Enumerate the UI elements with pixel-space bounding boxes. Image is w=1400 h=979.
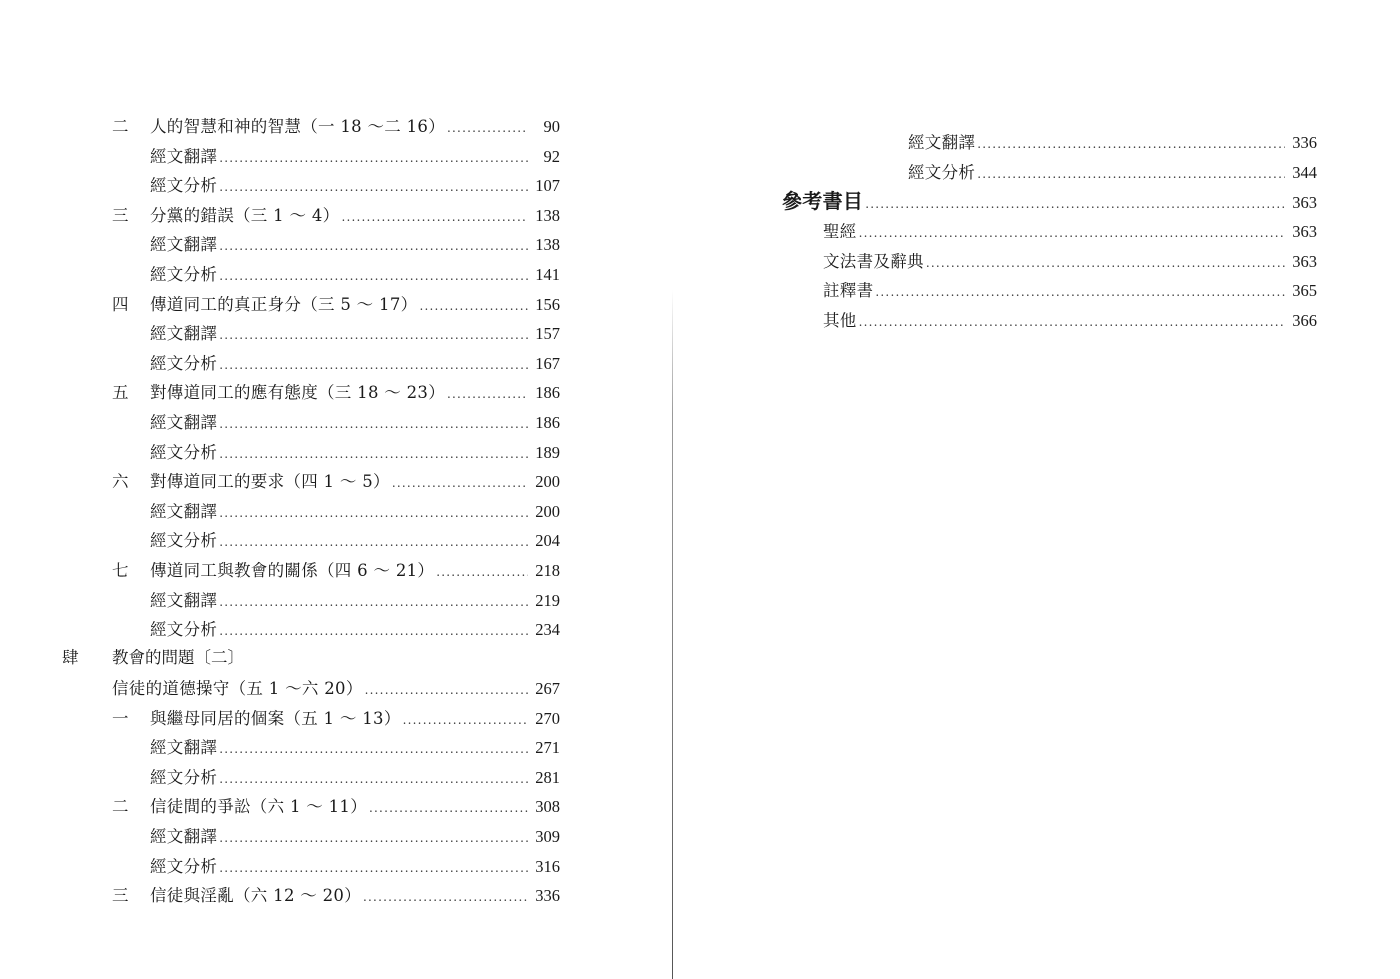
entry-page-number: 157 <box>535 324 560 344</box>
leader-dots <box>859 220 1285 246</box>
entry-number: 四 <box>112 294 129 314</box>
entry-title: 聖經 <box>823 222 857 241</box>
entry-title: 對傳道同工的應有態度（三 18 ～ 23） <box>150 383 446 403</box>
entry-title: 經文翻譯 <box>908 133 976 152</box>
entry-title: 傳道同工與教會的關係（四 6 ～ 21） <box>150 561 435 580</box>
leader-dots <box>219 322 528 348</box>
entry-page-number: 365 <box>1292 281 1317 301</box>
entry-page-number: 138 <box>535 235 560 255</box>
entry-page-number: 281 <box>535 767 560 787</box>
left-page <box>0 0 670 979</box>
toc-entry[interactable] <box>150 735 560 761</box>
leader-dots <box>219 529 528 555</box>
toc-entry[interactable] <box>150 144 560 170</box>
entry-page-number: 189 <box>535 442 560 462</box>
toc-entry[interactable] <box>150 410 560 436</box>
entry-page-number: 344 <box>1292 162 1317 182</box>
entry-page-number: 138 <box>535 205 560 225</box>
entry-page-number: 218 <box>535 561 560 580</box>
toc-entry[interactable] <box>823 219 1317 245</box>
leader-dots <box>219 825 528 851</box>
leader-dots <box>926 250 1285 276</box>
entry-number: 二 <box>112 797 129 817</box>
bibliography-page-number: 363 <box>1292 193 1317 212</box>
toc-entry[interactable] <box>150 262 560 288</box>
entry-title: 經文分析 <box>150 856 218 876</box>
toc-entry[interactable] <box>150 588 560 614</box>
toc-entry[interactable] <box>112 883 560 909</box>
toc-entry[interactable] <box>112 469 560 495</box>
leader-dots <box>419 293 528 319</box>
entry-title: 經文分析 <box>150 531 218 551</box>
leader-dots <box>219 411 528 437</box>
leader-dots <box>219 174 528 200</box>
leader-dots <box>363 884 528 910</box>
entry-title: 經文翻譯 <box>150 738 218 758</box>
entry-page-number: 92 <box>543 146 560 166</box>
entry-page-number: 186 <box>535 383 560 403</box>
entry-title: 對傳道同工的要求（四 1 ～ 5） <box>150 472 390 492</box>
page-gutter <box>672 290 673 979</box>
leader-dots <box>365 677 528 703</box>
toc-entry[interactable] <box>112 292 560 318</box>
leader-dots <box>219 855 528 881</box>
bibliography-heading[interactable] <box>782 188 1317 214</box>
toc-entry[interactable] <box>150 765 560 791</box>
toc-entry[interactable] <box>908 130 1317 156</box>
leader-dots <box>447 115 528 141</box>
entry-title: 傳道同工的真正身分（三 5 ～ 17） <box>150 294 418 314</box>
leader-dots <box>219 589 528 615</box>
entry-page-number: 366 <box>1292 310 1317 330</box>
right-page <box>676 0 1400 979</box>
toc-entry[interactable] <box>150 824 560 850</box>
entry-page-number: 267 <box>535 679 560 698</box>
leader-dots <box>403 707 528 733</box>
toc-entry[interactable] <box>112 794 560 820</box>
entry-page-number: 200 <box>535 501 560 521</box>
entry-number: 七 <box>112 561 129 580</box>
entry-number: 二 <box>112 117 129 136</box>
toc-entry[interactable] <box>112 114 560 140</box>
toc-entry[interactable] <box>112 676 560 702</box>
leader-dots <box>341 204 528 230</box>
entry-title: 經文分析 <box>150 620 218 640</box>
leader-dots <box>219 263 528 289</box>
entry-title: 其他 <box>823 310 857 330</box>
entry-number: 一 <box>112 708 129 728</box>
entry-page-number: 204 <box>535 531 560 551</box>
toc-entry[interactable] <box>823 308 1317 334</box>
toc-entry[interactable] <box>150 232 560 258</box>
toc-entry[interactable] <box>112 203 560 229</box>
entry-title: 信徒間的爭訟（六 1 ～ 11） <box>150 797 368 817</box>
toc-entry[interactable] <box>112 706 560 732</box>
entry-title: 經文翻譯 <box>150 413 218 432</box>
leader-dots <box>219 441 528 467</box>
left-toc <box>0 0 670 979</box>
leader-dots <box>219 233 528 259</box>
entry-page-number: 336 <box>1292 133 1317 152</box>
leader-dots <box>977 161 1285 187</box>
toc-entry[interactable] <box>150 528 560 554</box>
entry-page-number: 186 <box>535 413 560 432</box>
entry-title: 信徒的道德操守（五 1 ～六 20） <box>112 679 363 698</box>
entry-title: 經文分析 <box>150 265 218 284</box>
entry-number: 三 <box>112 886 129 906</box>
toc-entry[interactable] <box>150 617 560 643</box>
entry-page-number: 200 <box>535 472 560 492</box>
part-heading <box>62 645 562 671</box>
entry-page-number: 156 <box>535 294 560 314</box>
entry-title: 人的智慧和神的智慧（一 18 ～二 16） <box>150 117 446 136</box>
entry-title: 經文翻譯 <box>150 501 218 521</box>
entry-title: 經文翻譯 <box>150 827 218 846</box>
entry-title: 分黨的錯誤（三 1 ～ 4） <box>150 205 340 225</box>
entry-page-number: 270 <box>535 708 560 728</box>
leader-dots <box>865 191 1285 217</box>
entry-title: 經文分析 <box>150 442 218 462</box>
entry-title: 經文翻譯 <box>150 235 218 255</box>
entry-page-number: 308 <box>535 797 560 817</box>
leader-dots <box>392 470 528 496</box>
toc-entry[interactable] <box>112 558 560 584</box>
leader-dots <box>447 381 528 407</box>
entry-page-number: 271 <box>535 738 560 758</box>
toc-entry[interactable] <box>150 173 560 199</box>
entry-page-number: 219 <box>535 590 560 610</box>
entry-title: 經文分析 <box>150 353 218 373</box>
entry-number: 三 <box>112 205 129 225</box>
entry-page-number: 167 <box>535 353 560 373</box>
entry-number: 五 <box>112 383 129 403</box>
entry-title: 經文分析 <box>908 162 976 182</box>
toc-entry[interactable] <box>112 380 560 406</box>
leader-dots <box>219 352 528 378</box>
entry-page-number: 90 <box>543 117 560 136</box>
entry-page-number: 336 <box>535 886 560 906</box>
leader-dots <box>219 145 528 171</box>
entry-page-number: 363 <box>1292 222 1317 241</box>
toc-entry[interactable] <box>150 440 560 466</box>
toc-entry[interactable] <box>823 278 1317 304</box>
entry-title: 經文翻譯 <box>150 324 218 344</box>
leader-dots <box>436 559 528 585</box>
toc-entry[interactable] <box>150 854 560 880</box>
entry-page-number: 107 <box>535 176 560 196</box>
toc-entry[interactable] <box>150 499 560 525</box>
toc-entry[interactable] <box>823 249 1317 275</box>
leader-dots <box>219 736 528 762</box>
leader-dots <box>219 500 528 526</box>
entry-page-number: 316 <box>535 856 560 876</box>
bibliography-title: 參考書目 <box>782 189 864 213</box>
entry-page-number: 363 <box>1292 251 1317 271</box>
leader-dots <box>977 131 1285 157</box>
entry-title: 註釋書 <box>823 281 874 301</box>
entry-number: 六 <box>112 472 129 492</box>
part-title: 教會的問題〔二〕 <box>112 648 244 667</box>
entry-page-number: 309 <box>535 827 560 846</box>
entry-title: 經文分析 <box>150 176 218 196</box>
entry-title: 與繼母同居的個案（五 1 ～ 13） <box>150 708 401 728</box>
entry-page-number: 234 <box>535 620 560 640</box>
toc-entry[interactable] <box>150 351 560 377</box>
toc-entry[interactable] <box>908 160 1317 186</box>
entry-title: 文法書及辭典 <box>823 251 924 271</box>
leader-dots <box>219 618 528 644</box>
entry-title: 經文分析 <box>150 767 218 787</box>
entry-title: 信徒與淫亂（六 12 ～ 20） <box>150 886 362 906</box>
entry-page-number: 141 <box>535 265 560 284</box>
right-toc <box>676 0 1400 979</box>
part-number: 肆 <box>62 648 79 667</box>
leader-dots <box>875 279 1285 305</box>
entry-title: 經文翻譯 <box>150 590 218 610</box>
entry-title: 經文翻譯 <box>150 146 218 166</box>
leader-dots <box>219 766 528 792</box>
toc-entry[interactable] <box>150 321 560 347</box>
leader-dots <box>859 309 1285 335</box>
leader-dots <box>369 795 528 821</box>
